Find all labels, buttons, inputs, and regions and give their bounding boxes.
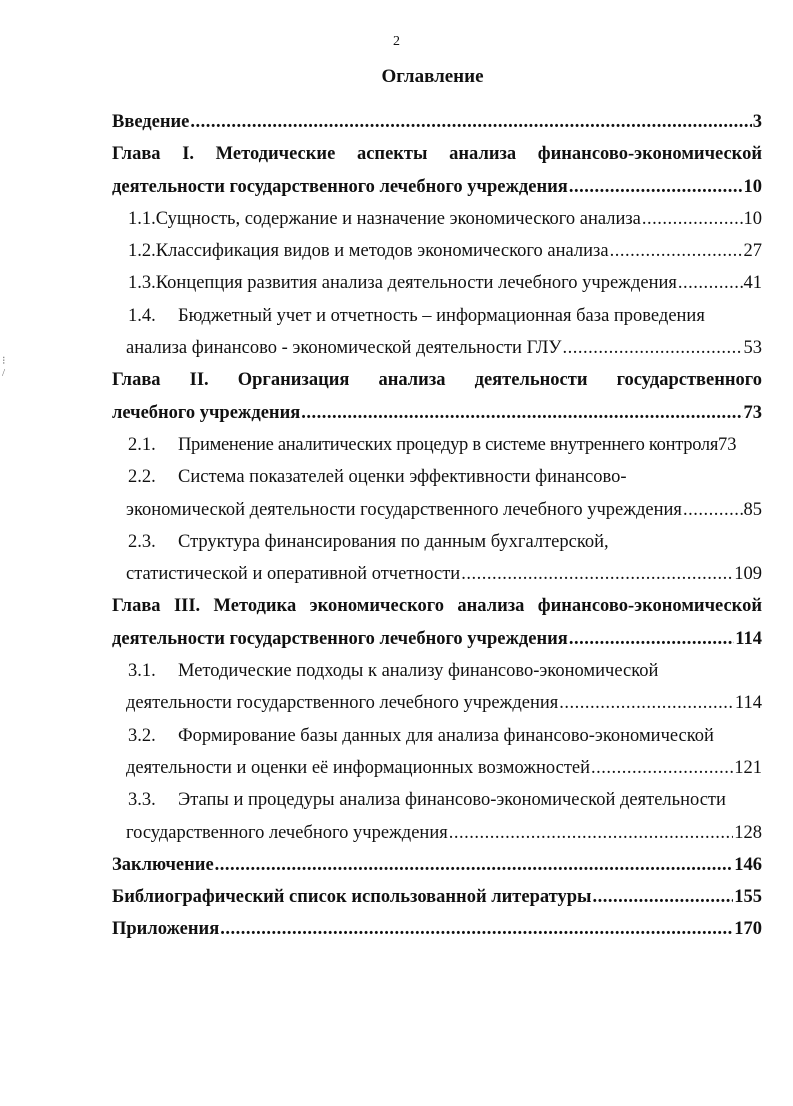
section-number: 3.1. <box>128 661 156 682</box>
toc-page: 10 <box>743 208 762 229</box>
toc-page: 155 <box>734 887 762 908</box>
section-number: 1.2. <box>128 241 156 262</box>
toc-label: анализа финансово - экономической деятельности ГЛУ <box>126 338 562 359</box>
toc-label: Заключение <box>112 854 214 875</box>
toc-label: Методические подходы к анализу финансово-экономической <box>178 661 659 682</box>
dot-leader <box>559 687 734 719</box>
toc-section-1-4-cont[interactable] <box>112 332 762 364</box>
toc-label: деятельности государственного лечебного учреждения <box>112 628 568 649</box>
toc-section-2-3-cont[interactable] <box>112 558 762 590</box>
toc-section-3-3[interactable] <box>112 784 762 816</box>
toc-label: государственного лечебного учреждения <box>126 822 448 843</box>
toc-page: 53 <box>743 338 762 359</box>
toc-page: 3 <box>752 112 762 132</box>
section-number: 3.3. <box>128 790 156 811</box>
toc-section-3-2[interactable] <box>112 720 762 752</box>
section-number: 2.2. <box>128 467 156 488</box>
toc-page: 128 <box>734 822 762 843</box>
toc-label: экономической деятельности государственного лечебного учреждения <box>126 499 682 520</box>
section-number: 3.2. <box>128 725 156 746</box>
toc-section-1-1[interactable] <box>112 203 762 235</box>
toc-label: Библиографический список использованной литературы <box>112 887 592 908</box>
dot-leader <box>449 817 734 849</box>
toc-label: Применение аналитических процедур в системе внутреннего контроля <box>178 434 719 455</box>
toc-label: деятельности и оценки её информационных возможностей <box>126 757 591 778</box>
dot-leader <box>569 623 734 655</box>
toc-label: деятельности государственного лечебного учреждения <box>126 693 559 714</box>
toc-page: 146 <box>734 854 762 875</box>
dot-leader <box>190 106 751 138</box>
page-title: Оглавление <box>381 66 484 87</box>
dot-leader <box>569 171 743 203</box>
toc-section-1-2[interactable] <box>112 235 762 267</box>
toc-entry-intro[interactable] <box>112 106 762 138</box>
toc-page: 10 <box>743 176 762 197</box>
toc-chapter-1-heading-cont[interactable] <box>112 171 762 203</box>
toc-label: лечебного учреждения <box>112 402 301 423</box>
dot-leader <box>215 849 734 881</box>
toc-section-3-2-cont[interactable] <box>112 752 762 784</box>
toc-page: 170 <box>734 919 762 940</box>
dot-leader <box>610 235 743 267</box>
toc-label: Формирование базы данных для анализа финансово-экономической <box>178 725 714 746</box>
toc-page: 114 <box>735 628 762 649</box>
toc-section-2-2-cont[interactable] <box>112 494 762 526</box>
toc-section-3-3-cont[interactable] <box>112 817 762 849</box>
toc-label: Глава I. Методические аспекты анализа финансово-экономической <box>112 144 762 165</box>
dot-leader <box>301 397 742 429</box>
toc-section-1-4[interactable] <box>112 300 762 332</box>
toc-page: 27 <box>743 241 762 262</box>
toc-entry-appendix[interactable] <box>112 913 762 945</box>
toc-chapter-3-heading-cont[interactable] <box>112 623 762 655</box>
dot-leader <box>563 332 743 364</box>
toc-label: Структура финансирования по данным бухгалтерской, <box>178 531 609 552</box>
section-number: 1.3. <box>128 273 156 294</box>
toc-chapter-3-heading[interactable] <box>112 590 762 622</box>
toc-chapter-2-heading-cont[interactable] <box>112 397 762 429</box>
toc-section-1-3[interactable] <box>112 267 762 299</box>
dot-leader <box>220 913 733 945</box>
toc-label: Сущность, содержание и назначение экономического анализа <box>155 208 641 229</box>
dot-leader <box>642 203 743 235</box>
toc-label: Система показателей оценки эффективности финансово- <box>178 467 627 488</box>
dot-leader <box>461 558 733 590</box>
toc-label: Приложения <box>112 919 220 940</box>
toc-page: 121 <box>734 757 762 778</box>
table-of-contents <box>112 106 762 946</box>
toc-label: деятельности государственного лечебного учреждения <box>112 176 568 197</box>
toc-label: статистической и оперативной отчетности <box>126 564 461 585</box>
toc-entry-conclusion[interactable] <box>112 849 762 881</box>
toc-page: 109 <box>734 564 762 585</box>
toc-label: Введение <box>112 112 190 132</box>
toc-page: 73 <box>743 402 762 423</box>
toc-page: 73 <box>718 434 737 455</box>
section-number: 1.1. <box>128 208 156 229</box>
toc-label: Бюджетный учет и отчетность – информационная база проведения <box>178 305 705 326</box>
toc-label: Этапы и процедуры анализа финансово-экономической деятельности <box>178 790 726 811</box>
dot-leader <box>591 752 733 784</box>
toc-page: 41 <box>743 273 762 294</box>
section-number: 2.1. <box>128 434 156 455</box>
toc-section-2-3[interactable] <box>112 526 762 558</box>
section-number: 1.4. <box>128 305 156 326</box>
dot-leader <box>683 494 743 526</box>
toc-section-2-1[interactable] <box>112 429 762 461</box>
toc-chapter-2-heading[interactable] <box>112 364 762 396</box>
page-number: 2 <box>393 34 400 49</box>
dot-leader <box>678 267 743 299</box>
toc-page: 114 <box>734 693 762 714</box>
toc-page: 85 <box>743 499 762 520</box>
toc-section-2-2[interactable] <box>112 461 762 493</box>
toc-label: Классификация видов и методов экономического анализа <box>155 241 609 262</box>
toc-label: Глава II. Организация анализа деятельности государственного <box>112 370 762 391</box>
toc-label: Концепция развития анализа деятельности лечебного учреждения <box>155 273 677 294</box>
toc-label: Глава III. Методика экономического анализа финансово-экономической <box>112 596 762 617</box>
toc-section-3-1-cont[interactable] <box>112 687 762 719</box>
dot-leader <box>592 881 733 913</box>
scan-marks: ⁝ / <box>2 355 6 379</box>
toc-chapter-1-heading[interactable] <box>112 138 762 170</box>
toc-entry-bibliography[interactable] <box>112 881 762 913</box>
section-number: 2.3. <box>128 531 156 552</box>
toc-section-3-1[interactable] <box>112 655 762 687</box>
